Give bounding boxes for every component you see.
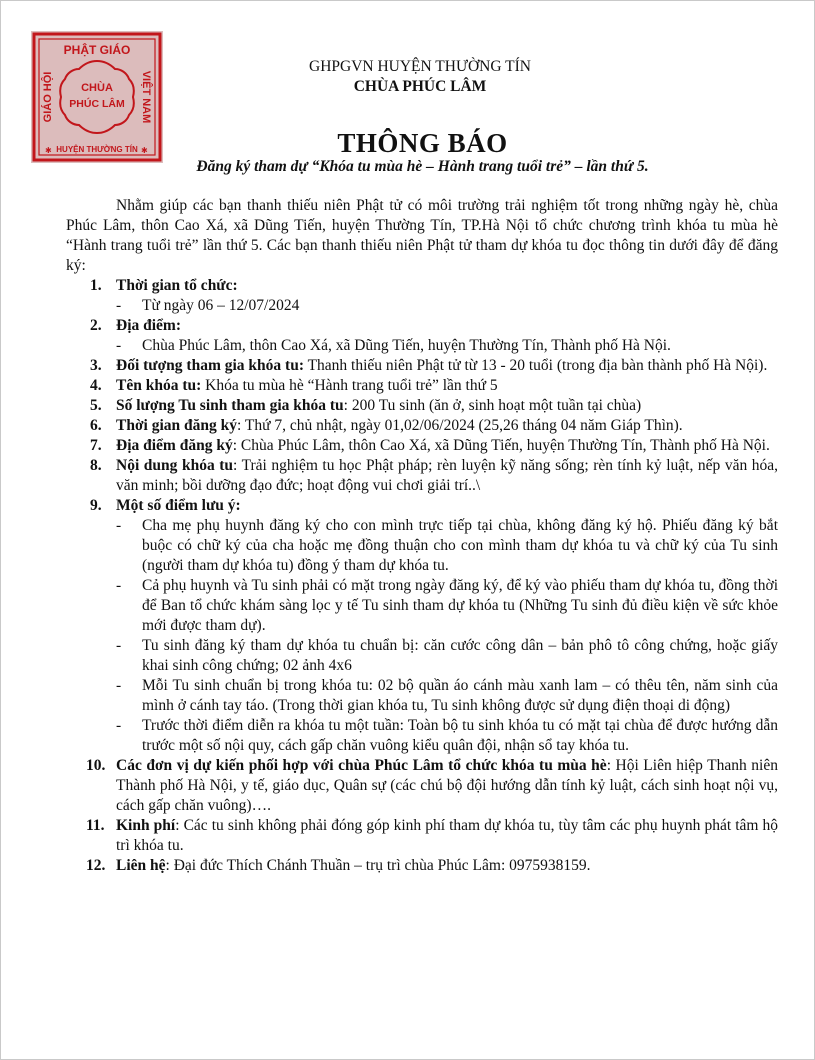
item-list — [66, 276, 778, 876]
item-text: : Hội Liên hiệp Thanh niên Thành phố Hà Nội, y tế, giáo dục, Quân sự (các chú bộ đội hướng dẫn tính kỷ luật, cách sinh hoạt nội vụ, cách gấp chăn vuông)…. — [116, 757, 778, 814]
item-number: 7. — [90, 437, 102, 454]
sub-item-text: Tu sinh đăng ký tham dự khóa tu chuẩn bị: căn cước công dân – bản phô tô công chứng, hoặc giấy khai sinh công chứng; 02 ảnh 4x6 — [142, 637, 778, 674]
temple-seal — [31, 31, 163, 163]
item-number: 11. — [86, 817, 105, 834]
item-label: Kinh phí — [116, 817, 176, 834]
item-label: Thời gian đăng ký — [116, 417, 238, 434]
sub-item-text: Trước thời điểm diễn ra khóa tu một tuần: Toàn bộ tu sinh khóa tu có mặt tại chùa để được hướng dẫn trước một số nội quy, cách gấp chăn vuông kiểu quân đội, nhận sổ tay khóa tu. — [142, 717, 778, 754]
item-label: Liên hệ — [116, 857, 166, 874]
item-text: Khóa tu mùa hè “Hành trang tuổi trẻ” lần thứ 5 — [201, 377, 498, 394]
seal-right-text: VIỆT NAM — [140, 70, 152, 124]
item-number: 8. — [90, 457, 102, 474]
item-number: 3. — [90, 357, 102, 374]
document-subtitle: Đăng ký tham dự “Khóa tu mùa hè – Hành trang tuổi trẻ” – lần thứ 5. — [196, 158, 649, 175]
list-item — [66, 376, 778, 396]
seal-center-2: PHÚC LÂM — [69, 98, 125, 110]
sub-item — [66, 636, 778, 676]
item-number: 5. — [90, 397, 102, 414]
item-label: Địa điểm đăng ký — [116, 437, 233, 454]
org-name-line-2: CHÙA PHÚC LÂM — [353, 78, 487, 95]
svg-text:✱: ✱ — [45, 146, 52, 155]
list-item — [66, 396, 778, 416]
seal-left-text: GIÁO HỘI — [42, 71, 54, 123]
dash-bullet: - — [116, 637, 122, 654]
item-label: Các đơn vị dự kiến phối hợp với chùa Phúc Lâm tổ chức khóa tu mùa hè — [116, 757, 607, 774]
item-number: 10. — [86, 757, 106, 774]
item-text: Thanh thiếu niên Phật tử từ 13 - 20 tuổi (trong địa bàn thành phố Hà Nội). — [303, 357, 768, 374]
item-text: : 200 Tu sinh (ăn ở, sinh hoạt một tuần tại chùa) — [343, 397, 642, 414]
list-item — [66, 316, 778, 336]
sub-item-text: Chùa Phúc Lâm, thôn Cao Xá, xã Dũng Tiến, huyện Thường Tín, Thành phố Hà Nội. — [142, 337, 671, 354]
item-number: 6. — [90, 417, 102, 434]
list-item — [66, 276, 778, 296]
dash-bullet: - — [116, 297, 122, 314]
sub-item — [66, 576, 778, 636]
list-item — [66, 816, 778, 856]
seal-bottom-text: HUYỆN THƯỜNG TÍN — [56, 145, 138, 154]
seal-center-1: CHÙA — [81, 82, 113, 94]
org-name-line-1: GHPGVN HUYỆN THƯỜNG TÍN — [309, 58, 531, 75]
sub-item-text: Từ ngày 06 – 12/07/2024 — [142, 297, 300, 314]
item-number: 1. — [90, 277, 102, 294]
sub-item — [66, 336, 778, 356]
svg-text:✱: ✱ — [141, 146, 148, 155]
sub-item — [66, 716, 778, 756]
list-item — [66, 356, 778, 376]
document-body — [66, 196, 778, 876]
item-number: 2. — [90, 317, 102, 334]
list-item — [66, 456, 778, 496]
item-text: : Các tu sinh không phải đóng góp kinh phí tham dự khóa tu, tùy tâm các phụ huynh phát tâm hộ trì khóa tu. — [116, 817, 779, 854]
item-label: Tên khóa tu: — [116, 377, 202, 394]
item-number: 4. — [90, 377, 102, 394]
sub-item-text: Cả phụ huynh và Tu sinh phải có mặt trong ngày đăng ký, để ký vào phiếu tham dự khóa tu, đồng thời để Ban tổ chức khám sàng lọc y tế Tu sinh tham dự khóa tu (Những Tu sinh đủ điều kiện về sức khỏe mới được tham dự). — [142, 577, 778, 634]
document-title: THÔNG BÁO — [337, 128, 508, 158]
dash-bullet: - — [116, 677, 122, 694]
dash-bullet: - — [116, 517, 122, 534]
item-label: Địa điểm: — [116, 317, 182, 334]
list-item — [66, 436, 778, 456]
list-item — [66, 856, 778, 876]
intro-paragraph: Nhằm giúp các bạn thanh thiếu niên Phật tử có môi trường trải nghiệm tốt trong những ngày hè, chùa Phúc Lâm, thôn Cao Xá, xã Dũng Tiến, huyện Thường Tín, TP.Hà Nội tổ chức chương trình khóa tu mùa hè “Hành trang tuổi trẻ” lần thứ 5. Các bạn thanh thiếu niên Phật tử tham dự khóa tu đọc thông tin dưới đây để đăng ký: — [66, 197, 778, 274]
item-number: 9. — [90, 497, 102, 514]
item-label: Thời gian tổ chức: — [116, 277, 238, 294]
sub-item — [66, 296, 778, 316]
item-text: : Thứ 7, chủ nhật, ngày 01,02/06/2024 (25,26 tháng 04 năm Giáp Thìn). — [237, 417, 683, 434]
list-item — [66, 416, 778, 436]
sub-item — [66, 516, 778, 576]
item-label: Đối tượng tham gia khóa tu: — [116, 357, 304, 374]
sub-item — [66, 676, 778, 716]
sub-item-text: Cha mẹ phụ huynh đăng ký cho con mình trực tiếp tại chùa, không đăng ký hộ. Phiếu đăng ký bắt buộc có chữ ký của cha hoặc mẹ đồng thuận cho con mình tham dự khóa tu và chữ ký của Tu sinh (người tham dự khóa tu) đồng ý tham dự khóa tu. — [142, 517, 778, 574]
list-item — [66, 496, 778, 516]
dash-bullet: - — [116, 577, 122, 594]
sub-item-text: Mỗi Tu sinh chuẩn bị trong khóa tu: 02 bộ quần áo cánh màu xanh lam – có thêu tên, năm sinh của mình ở cánh tay táo. (Trong thời gian khóa tu, Tu sinh không được sử dụng điện thoại di động) — [142, 677, 778, 714]
item-label: Nội dung khóa tu — [116, 457, 234, 474]
seal-top-text: PHẬT GIÁO — [63, 43, 131, 57]
seal-graphic — [31, 31, 163, 163]
item-label: Một số điểm lưu ý: — [116, 497, 241, 514]
dash-bullet: - — [116, 337, 122, 354]
item-text: : Đại đức Thích Chánh Thuần – trụ trì chùa Phúc Lâm: 0975938159. — [165, 857, 591, 874]
item-label: Số lượng Tu sinh tham gia khóa tu — [116, 397, 344, 414]
item-text: : Trải nghiệm tu học Phật pháp; rèn luyện kỹ năng sống; rèn tính kỷ luật, nếp văn hóa, văn minh; bồi dưỡng đạo đức; hoạt động vui chơi giải trí..\ — [116, 457, 778, 494]
dash-bullet: - — [116, 717, 122, 734]
item-text: : Chùa Phúc Lâm, thôn Cao Xá, xã Dũng Tiến, huyện Thường Tín, Thành phố Hà Nội. — [232, 437, 770, 454]
list-item — [66, 756, 778, 816]
item-number: 12. — [86, 857, 106, 874]
